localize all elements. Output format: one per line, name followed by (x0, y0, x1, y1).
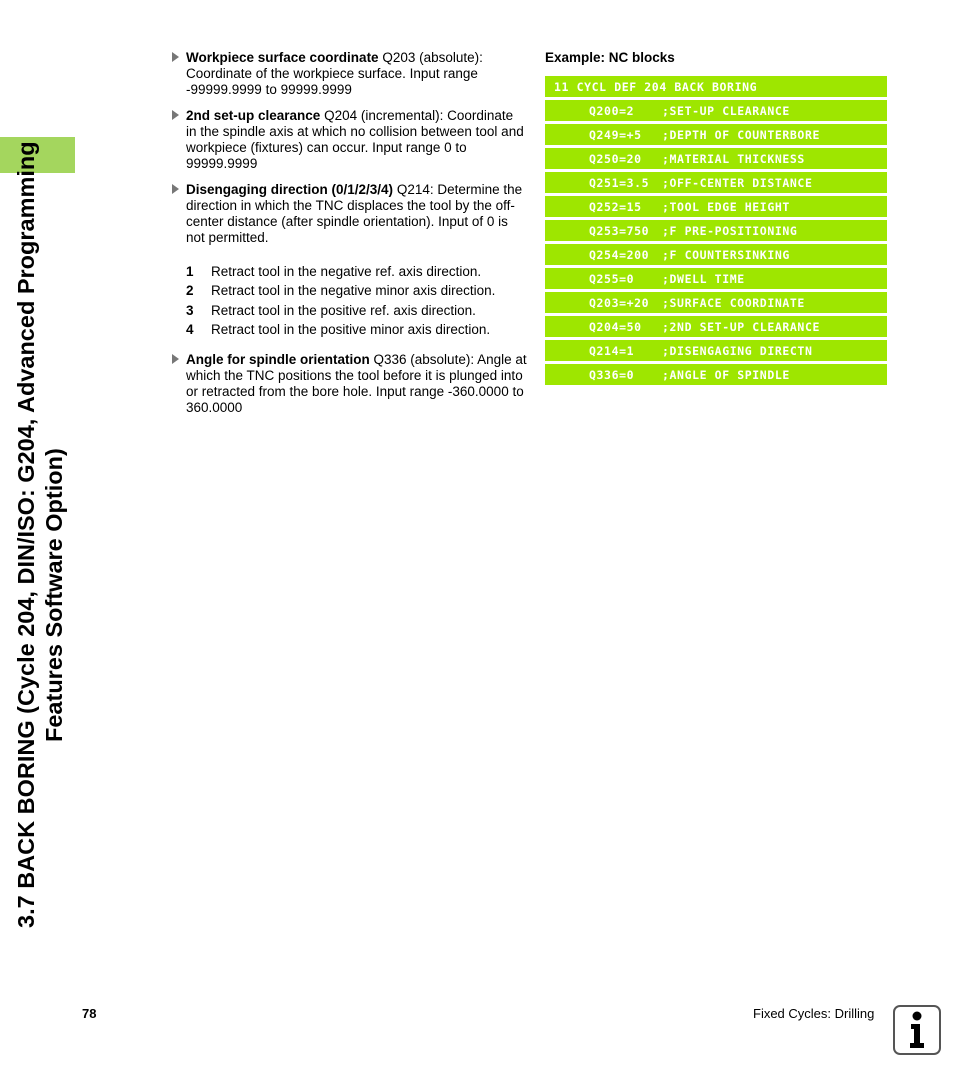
nc-comment: ;DWELL TIME (662, 271, 745, 286)
nc-comment: ;ANGLE OF SPINDLE (662, 367, 790, 382)
bullet-arrow-icon (172, 354, 179, 364)
option-item (186, 282, 527, 302)
nc-block-row (545, 220, 887, 241)
option-text: Retract tool in the negative minor axis direction. (211, 283, 496, 299)
parameter-list (172, 50, 527, 426)
section-heading (12, 28, 68, 928)
page-number: 78 (82, 1006, 97, 1021)
param-description: Q203 (absolute): Coordinate of the workpiece surface. Input range -99999.9999 to 99999.9999 (186, 50, 483, 97)
nc-block-row (545, 148, 887, 169)
nc-code: Q203=+20 (589, 295, 650, 310)
nc-block-row (545, 172, 887, 193)
nc-comment: ;MATERIAL THICKNESS (662, 151, 805, 166)
param-q204 (172, 108, 527, 172)
option-item (186, 301, 527, 321)
option-text: Retract tool in the negative ref. axis direction. (211, 263, 482, 279)
nc-comment: ;TOOL EDGE HEIGHT (662, 199, 790, 214)
option-item (186, 262, 527, 282)
nc-block-row (545, 244, 887, 265)
nc-comment: ;SET-UP CLEARANCE (662, 103, 790, 118)
nc-comment: ;OFF-CENTER DISTANCE (662, 175, 813, 190)
nc-code: Q251=3.5 (589, 175, 650, 190)
chapter-title: Fixed Cycles: Drilling (753, 1006, 875, 1021)
nc-code: Q252=15 (589, 199, 642, 214)
example-title: Example: NC blocks (545, 50, 675, 65)
nc-block-row (545, 124, 887, 145)
param-description: Q336 (absolute): Angle at which the TNC positions the tool before it is plunged into or retracted from the bore hole. Input range -360.0000 to 360.0000 (186, 352, 527, 415)
side-title (0, 0, 80, 1091)
nc-block-row (545, 340, 887, 361)
nc-comment: ;DEPTH OF COUNTERBORE (662, 127, 820, 142)
direction-options (186, 262, 527, 340)
nc-code: Q200=2 (589, 103, 635, 118)
nc-comment: ;SURFACE COORDINATE (662, 295, 805, 310)
param-label: 2nd set-up clearance (186, 108, 321, 123)
nc-comment: ;F COUNTERSINKING (662, 247, 790, 262)
bullet-arrow-icon (172, 184, 179, 194)
nc-block-header: 11 CYCL DEF 204 BACK BORING (545, 76, 887, 97)
nc-block-row (545, 100, 887, 121)
nc-block-row (545, 364, 887, 385)
param-label: Angle for spindle orientation (186, 352, 370, 367)
param-label: Workpiece surface coordinate (186, 50, 379, 65)
info-icon (893, 1005, 941, 1055)
nc-code: Q214=1 (589, 343, 635, 358)
nc-comment: ;F PRE-POSITIONING (662, 223, 798, 238)
nc-code: Q249=+5 (589, 127, 642, 142)
option-number: 4 (186, 322, 194, 338)
bullet-arrow-icon (172, 52, 179, 62)
param-q336 (172, 352, 527, 416)
option-text: Retract tool in the positive ref. axis direction. (211, 302, 476, 318)
option-number: 3 (186, 302, 194, 318)
option-text: Retract tool in the positive minor axis direction. (211, 322, 491, 338)
nc-comment: ;2ND SET-UP CLEARANCE (662, 319, 820, 334)
nc-block-row (545, 268, 887, 289)
param-description: Q204 (incremental): Coordinate in the spindle axis at which no collision between tool and workpiece (fixtures) can occur. Input range 0 to 99999.9999 (186, 108, 524, 171)
nc-code: Q250=20 (589, 151, 642, 166)
section-heading-line-2: Features Software Option) (41, 448, 67, 742)
nc-block-row (545, 196, 887, 217)
nc-code: Q253=750 (589, 223, 650, 238)
section-heading-line-1: 3.7 BACK BORING (Cycle 204, DIN/ISO: G204, Advanced Programming (13, 141, 39, 928)
option-item (186, 321, 527, 341)
param-label: Disengaging direction (0/1/2/3/4) (186, 182, 394, 197)
bullet-arrow-icon (172, 110, 179, 120)
option-number: 1 (186, 263, 194, 279)
nc-block-row (545, 292, 887, 313)
param-q203 (172, 50, 527, 98)
nc-block-row (545, 316, 887, 337)
nc-code: Q254=200 (589, 247, 650, 262)
param-q214 (172, 182, 527, 246)
option-number: 2 (186, 283, 194, 299)
nc-comment: ;DISENGAGING DIRECTN (662, 343, 813, 358)
nc-code: Q255=0 (589, 271, 635, 286)
nc-code: Q204=50 (589, 319, 642, 334)
nc-example (545, 50, 887, 388)
nc-code: Q336=0 (589, 367, 635, 382)
param-description: Q214: Determine the direction in which the TNC displaces the tool by the off-center distance (after spindle orientation). Input of 0 is not permitted. (186, 182, 523, 245)
